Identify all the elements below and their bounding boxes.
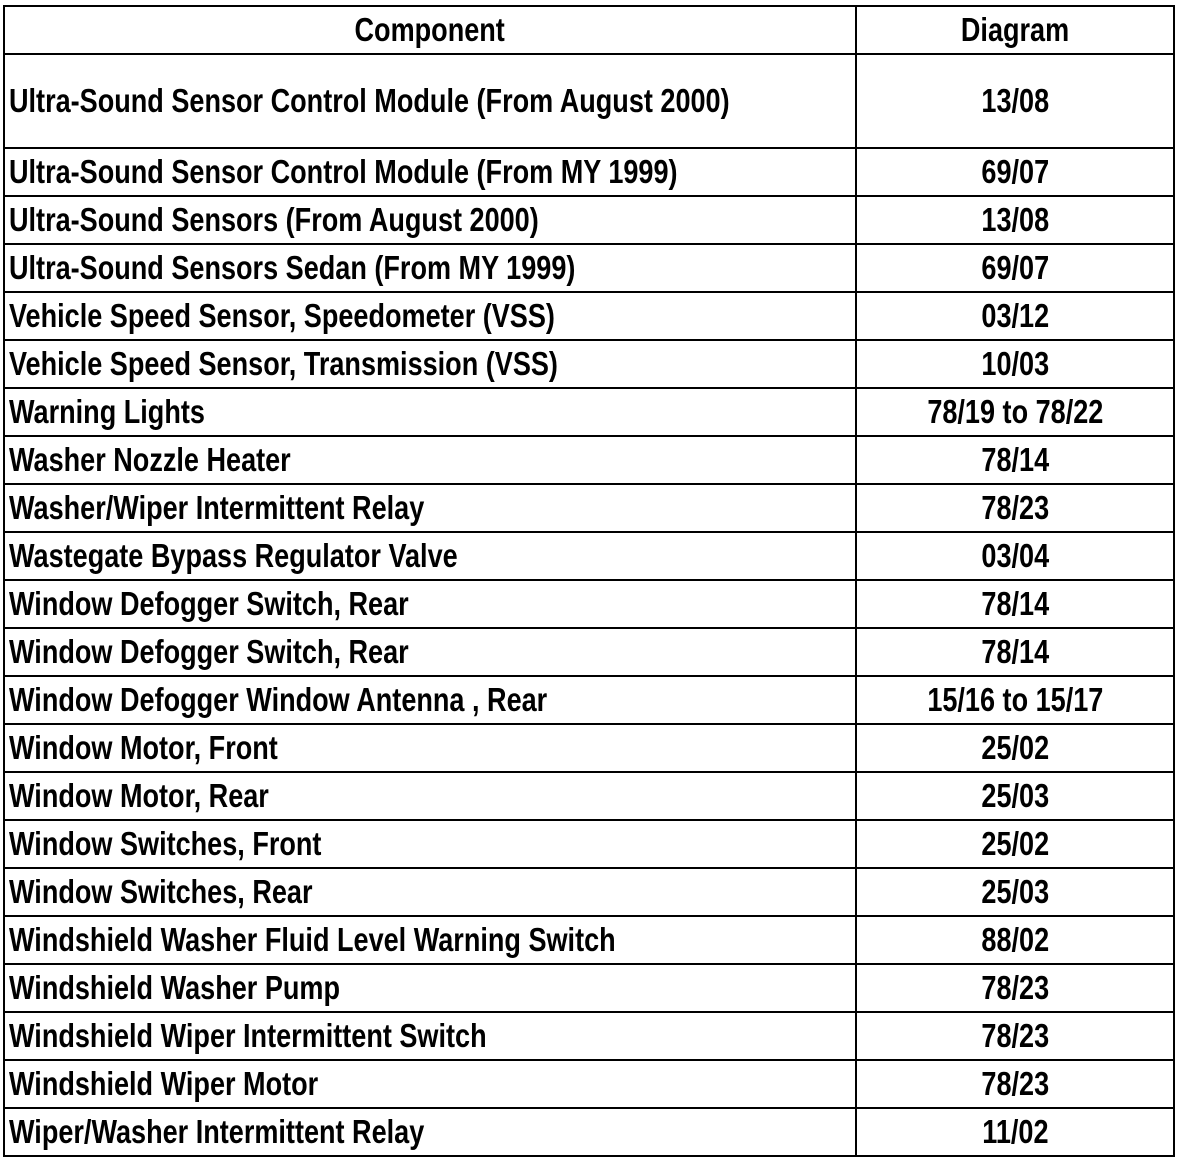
table-row <box>4 628 1174 676</box>
component-cell: Warning Lights <box>4 388 856 436</box>
diagram-cell: 11/02 <box>856 1108 1174 1156</box>
component-cell: Window Switches, Front <box>4 820 856 868</box>
diagram-cell: 69/07 <box>856 244 1174 292</box>
component-cell: Windshield Wiper Motor <box>4 1060 856 1108</box>
header-row <box>4 6 1174 54</box>
table-row <box>4 676 1174 724</box>
column-header-diagram: Diagram <box>856 6 1174 54</box>
diagram-cell: 78/23 <box>856 484 1174 532</box>
component-cell: Wastegate Bypass Regulator Valve <box>4 532 856 580</box>
component-index-table-wrapper <box>3 5 1173 1157</box>
table-row <box>4 436 1174 484</box>
diagram-cell: 88/02 <box>856 916 1174 964</box>
table-row <box>4 1060 1174 1108</box>
diagram-cell: 78/14 <box>856 436 1174 484</box>
table-row <box>4 196 1174 244</box>
component-cell: Vehicle Speed Sensor, Speedometer (VSS) <box>4 292 856 340</box>
component-cell: Window Motor, Front <box>4 724 856 772</box>
table-row <box>4 772 1174 820</box>
diagram-cell: 78/14 <box>856 580 1174 628</box>
component-cell: Ultra-Sound Sensor Control Module (From MY 1999) <box>4 148 856 196</box>
component-cell: Windshield Wiper Intermittent Switch <box>4 1012 856 1060</box>
table-row <box>4 580 1174 628</box>
component-cell: Vehicle Speed Sensor, Transmission (VSS) <box>4 340 856 388</box>
component-cell: Washer/Wiper Intermittent Relay <box>4 484 856 532</box>
table-row <box>4 148 1174 196</box>
table-row <box>4 820 1174 868</box>
table-row <box>4 916 1174 964</box>
component-cell: Window Motor, Rear <box>4 772 856 820</box>
component-cell: Window Defogger Window Antenna , Rear <box>4 676 856 724</box>
diagram-cell: 25/02 <box>856 820 1174 868</box>
diagram-cell: 10/03 <box>856 340 1174 388</box>
diagram-cell: 78/23 <box>856 1060 1174 1108</box>
table-row <box>4 292 1174 340</box>
diagram-cell: 78/19 to 78/22 <box>856 388 1174 436</box>
diagram-cell: 78/23 <box>856 964 1174 1012</box>
diagram-cell: 25/03 <box>856 772 1174 820</box>
table-row <box>4 1012 1174 1060</box>
table-row <box>4 54 1174 148</box>
component-index-table <box>3 5 1175 1157</box>
diagram-cell: 25/02 <box>856 724 1174 772</box>
table-row <box>4 388 1174 436</box>
component-cell: Washer Nozzle Heater <box>4 436 856 484</box>
column-header-component: Component <box>4 6 856 54</box>
component-cell: Ultra-Sound Sensor Control Module (From August 2000) <box>4 54 856 148</box>
component-cell: Window Defogger Switch, Rear <box>4 628 856 676</box>
table-row <box>4 724 1174 772</box>
component-cell: Ultra-Sound Sensors Sedan (From MY 1999) <box>4 244 856 292</box>
component-cell: Wiper/Washer Intermittent Relay <box>4 1108 856 1156</box>
diagram-cell: 78/23 <box>856 1012 1174 1060</box>
diagram-cell: 69/07 <box>856 148 1174 196</box>
table-row <box>4 868 1174 916</box>
diagram-cell: 25/03 <box>856 868 1174 916</box>
diagram-cell: 15/16 to 15/17 <box>856 676 1174 724</box>
diagram-cell: 03/12 <box>856 292 1174 340</box>
component-cell: Window Switches, Rear <box>4 868 856 916</box>
component-cell: Window Defogger Switch, Rear <box>4 580 856 628</box>
component-cell: Ultra-Sound Sensors (From August 2000) <box>4 196 856 244</box>
diagram-cell: 13/08 <box>856 54 1174 148</box>
diagram-cell: 78/14 <box>856 628 1174 676</box>
table-row <box>4 340 1174 388</box>
diagram-cell: 13/08 <box>856 196 1174 244</box>
component-cell: Windshield Washer Pump <box>4 964 856 1012</box>
table-row <box>4 532 1174 580</box>
component-cell: Windshield Washer Fluid Level Warning Switch <box>4 916 856 964</box>
diagram-cell: 03/04 <box>856 532 1174 580</box>
table-row <box>4 244 1174 292</box>
table-row <box>4 1108 1174 1156</box>
table-row <box>4 964 1174 1012</box>
table-row <box>4 484 1174 532</box>
